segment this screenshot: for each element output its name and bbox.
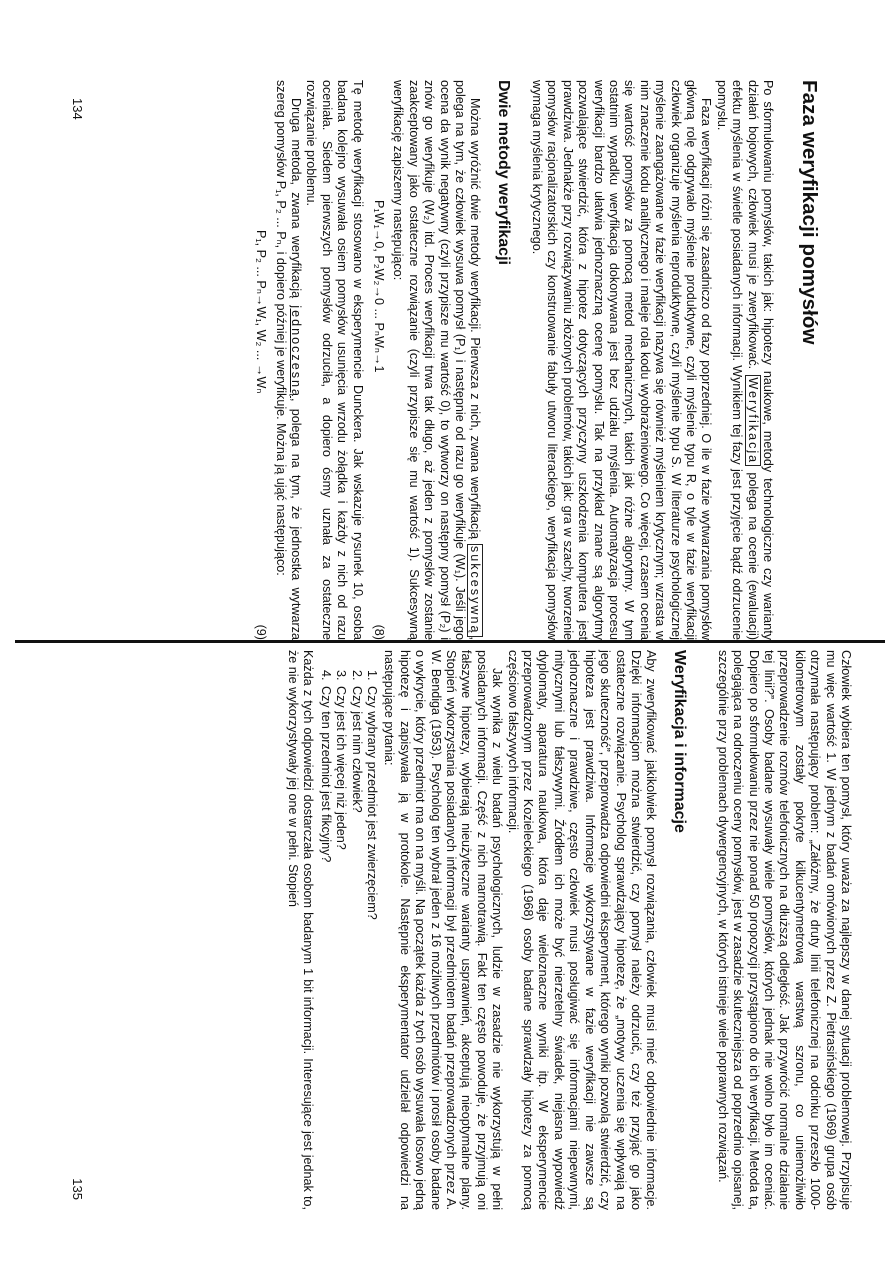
section-title: Dwie metody weryfikacji: [495, 80, 513, 265]
question-item: 3. Czy jest ich więcej niż jeden?: [333, 684, 348, 1210]
page-135-column: [285, 650, 853, 1210]
emphasized-term: jednoczesną: [289, 305, 304, 398]
page-134-column: [247, 80, 821, 640]
formula-8: [365, 80, 390, 640]
text-span: Po sformułowaniu pomysłów, takich jak: hipotezy naukowe, metody technologiczne czy warianty działań bojowych, człowiek musi je zweryfikować.: [745, 80, 775, 640]
formula-label: (8): [372, 624, 387, 640]
text-span: , polega na tym, że jednostka wytwarza szereg pomysłów P₁, P₂ ... Pₙ, i dopiero później je weryfikuje. Można ją ująć następująco:: [273, 80, 304, 640]
page-gutter-line: [15, 640, 885, 643]
formula-expression: P₁, P₂ ... Pₙ→W₁, W₂ ... →Wₙ: [254, 230, 269, 394]
question-item: 2. Czy jest nim człowiek?: [348, 684, 363, 1210]
section-title: Weryfikacja i informacje: [671, 650, 689, 833]
question-item: 1. Czy wybrany przedmiot jest zwierzęciem?: [364, 684, 379, 1210]
text-span: Druga metoda, zwana weryfikacją: [289, 98, 304, 306]
formula-label: (9): [254, 624, 269, 640]
paragraph: Aby zweryfikować jakikolwiek pomysł rozwiązania, człowiek musi mieć odpowiednie informacje. Dzięki informacjom można stwierdzić, czy pomysł należy odrzucić, czy też przyjąć go jako ostateczne rozwiązanie. Psycholog sprawdzający hipotezę, że „motywy uczenia się wpływają na jego skuteczność”, przeprowadza odpowiedni eksperyment, którego wyniki pozwolą stwierdzić, czy hipoteza jest prawdziwa. Informacje wykorzystywane w fazie weryfikacji nie zawsze są jednoznaczne i prawdziwe, często człowiek musi posługiwać się informacjami niepewnymi, mitycznymi lub fałszywymi. Źródłem ich może być nierzetelny świadek, niejasna wypowiedź dyplomaty, aparatura naukowa, która daje wieloznaczne wyniki itp. W eksperymencie przeprowadzonym przez Kozieleckiego (1968) osoby badane sprawdzały hipotezy za pomocą częściowo fałszywych informacji.: [505, 650, 659, 1210]
page-135: [0, 650, 893, 1210]
formula-9: [247, 80, 272, 640]
formula-expression: P₁W₁→0, P₂W₂→0 ... PₙWₙ→1: [372, 200, 387, 373]
paragraph: Tę metodę weryfikacji stosowano w eksperymencie Dunckera. Jak wskazuje rysunek 10, osoba badana kolejno wysuwała osiem pomysłów usunięcia wrzodu żołądka i każdy z nich od razu oceniała. Siedem pierwszych pomysłów odrzuciła, a dopiero ósmy uznała za ostateczne rozwiązanie problemu.: [304, 80, 365, 640]
chapter-title: Faza weryfikacji pomysłów: [798, 80, 821, 345]
paragraph: Jak wynika z wielu badań psychologicznych, ludzie w zasadzie nie wykorzystują w pełni posiadanych informacji. Część z nich marnotrawią. Fakt ten często powoduje, że przyjmują oni fałszywe hipotezy, wybierają nieużyteczne warianty usprawnień, akceptują nieoptymalne plany. Stopień wykorzystania posiadanych informacji był przedmiotem badań przeprowadzonych przez A. W. Bendiga (1953). Psycholog ten wybrał jeden z 16 możliwych przedmiotów i prosił osoby badane o wykrycie, który przedmiot ma on na myśli. Na początek każda z tych osób wysuwała losowo jedną hipotezę i zapisywała ją w protokole. Następnie eksperymentator udzielał odpowiedzi na następujące pytania:: [382, 650, 505, 1210]
text-span: polega na ocenie (ewaluacji) efektu myślenia w świetle posiadanych informacji. Wynikiem tej fazy jest przyjęcie bądź odrzucenie pomysłu.: [714, 80, 760, 641]
emphasized-term: Weryfikacja: [745, 377, 760, 465]
paragraph: [390, 80, 482, 640]
paragraph: [272, 80, 303, 640]
paragraph: Każda z tych odpowiedzi dostarczała osobom badanym 1 bit informacji. Interesujące jest jednak to, że nie wykorzystywały jej one w pełni. Stopień: [286, 650, 316, 1210]
emphasized-term: sukcesywną: [468, 545, 483, 635]
page-number: 134: [70, 98, 85, 120]
text-span: , polega na tym, że człowiek wysuwa pomysł (P₁) i następnie od razu go weryfikuje (W₁). Jeśli jego ocena da wynik negatywny (czyli przypisze mu wartość 0), to wytworzy on następny pomysł (P₂) i znów go weryfikuje (W₂) itd. Proces weryfikacji trwa tak długo, aż jeden z pomysłów zostanie zaakceptowany jako ostateczne rozwiązanie (czyli przypisze się mu wartość 1). Sukcesywną weryfikację zapiszemy następująco:: [391, 80, 483, 640]
paragraph: Faza weryfikacji różni się zasadniczo od fazy poprzedniej. O ile w fazie wytwarzania pomysłów główną rolę odgrywało myślenie produktywne, czyli myślenie typu R, o tyle w fazie weryfikacji człowiek organizuje myślenia reproduktywne, czyli myślenie typu S. W literaturze psychologicznej myślenie zaangażowane w fazie weryfikacji nazywa się również myśleniem krytycznym; wzrasta w nim znaczenie kodu analitycznego i maleje rola kodu wyobrażeniowego. Co więcej, czasem ocenia się wartość pomysłów za pomocą metod mechanicznych, takich jak różne algorytmy. W tym ostatnim wypadku weryfikacja dokonywana jest bez udziału myślenia. Automatyzacja procesu weryfikacji bardzo ułatwia jednoznaczną ocenę pomysłu. Tak na przykład znane są algorytmy pozwalające stwierdzić, która z hipotez dotyczących przyczyny uszkodzenia komputera jest prawdziwa. Jednakże przy rozwiązywaniu złożonych problemów, takich jak: gra w szachy, tworzenie pomysłów racjonalizatorskich czy konstruowanie fabuły utworu literackiego, weryfikacja pomysłów wymaga myślenia krytycznego.: [529, 80, 714, 640]
paragraph: [713, 80, 775, 640]
question-list: [317, 650, 379, 1210]
page-number: 135: [70, 1178, 85, 1200]
paragraph: Człowiek wybiera ten pomysł, który uważa za najlepszy w danej sytuacji problemowej. Przypisuje mu więc wartość 1. W jednym z badań omówionych przez Z. Pietrasińskiego (1969) grupa osób otrzymała następujący problem: „Załóżmy, że druty linii telefonicznej na odcinku przeszło 1000-kilometrowym zostały pokryte kilkucentymetrową warstwą szronu, co uniemożliwiło przeprowadzenie rozmów telefonicznych na dłuższą odległość. Jak przywrócić normalne działanie tej linii?”. Osoby badane wysuwały wiele pomysłów, których jednak nie wolno było im oceniać. Dopiero po sformułowaniu przez nie ponad 50 propozycji przystąpiono do ich weryfikacji. Metoda ta, polegająca na odroczeniu oceny pomysłów, jest w zasadzie skuteczniejsza od poprzednio opisanej, szczególnie przy problemach dywergencyjnych, w których istnieje wiele poprawnych rozwiązań.: [715, 650, 853, 1210]
question-item: 4. Czy ten przedmiot jest fikcyjny?: [317, 684, 332, 1210]
text-span: Można wyróżnić dwie metody weryfikacji. Pierwsza z nich, zwana weryfikacją: [468, 98, 483, 544]
page-134: [0, 80, 893, 640]
